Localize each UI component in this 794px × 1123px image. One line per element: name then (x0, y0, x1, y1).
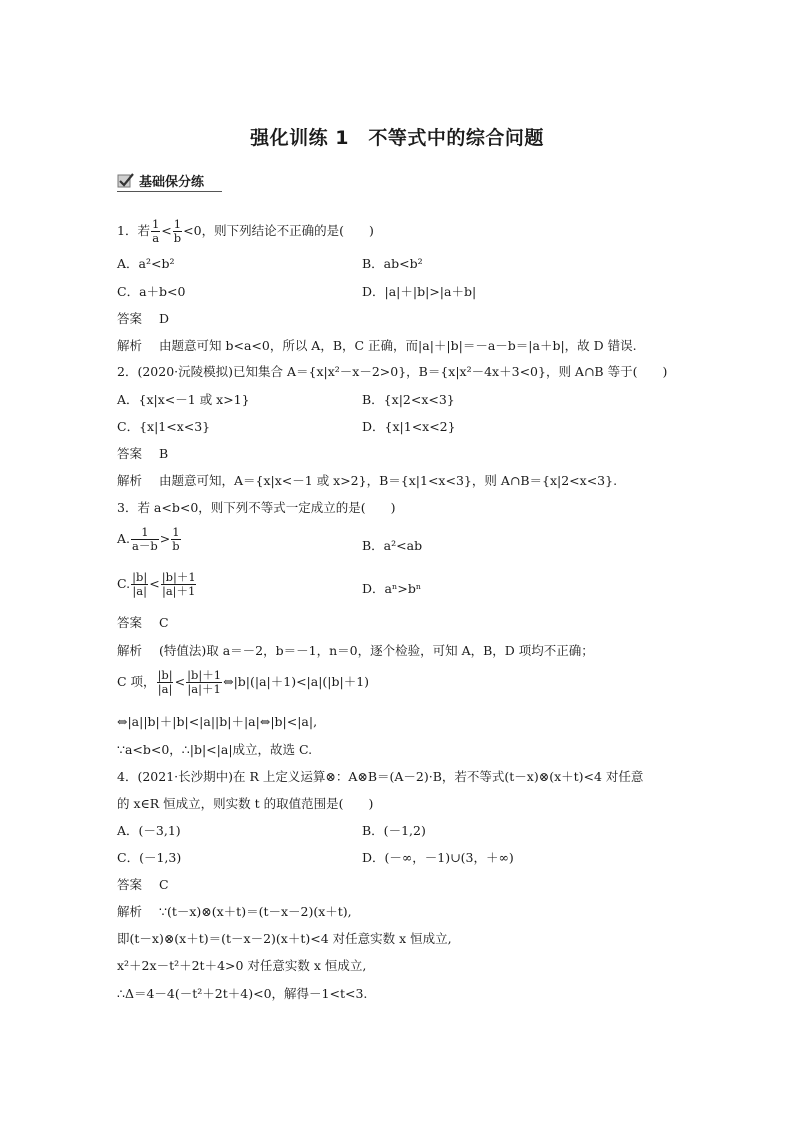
q3-answer: 答案 C (117, 615, 169, 630)
q3-analysis-fraction-2: $\frac{|b|+1}{|a|+1}$ (187, 668, 222, 696)
q3-a-fraction-1: $\frac{1}{a-b}$ (132, 525, 158, 553)
q1-stem: 1．若 $\frac{1}{a}$ < $\frac{1}{b}$ <0，则下列结论不正确的是( ) (117, 217, 374, 245)
q1-analysis: 解析 由题意可知 b<a<0，所以 A，B，C 正确，而|a|＋|b|＝－a－b＝|a＋b|，故 D 错误. (117, 338, 637, 353)
q3-option-d: D．aⁿ>bⁿ (362, 581, 422, 596)
section-underline (117, 191, 222, 192)
section-header (117, 170, 204, 190)
q3-analysis-line-3: ⇔|a||b|＋|b|<|a||b|＋|a|⇔|b|<|a|, (117, 714, 318, 729)
q4-stem-line-1: 4．(2021·长沙期中)在 R 上定义运算⊗：A⊗B＝(A－2)·B，若不等式(t－x)⊗(x＋t)<4 对任意 (117, 769, 644, 784)
q2-option-c: C．{x|1<x<3} (117, 419, 211, 434)
q2-option-b: B．{x|2<x<3} (362, 392, 455, 407)
q1-option-b: B．ab<b² (362, 256, 423, 271)
q1-fraction-1: $\frac{1}{a}$ (151, 217, 160, 245)
q1-option-d: D．|a|＋|b|>|a＋b| (362, 284, 477, 299)
q2-answer: 答案 B (117, 446, 169, 461)
q3-option-a: A. $\frac{1}{a-b}$ > $\frac{1}{b}$ (117, 525, 180, 553)
q4-option-b: B．(－1,2) (362, 823, 426, 838)
q4-option-a: A．(－3,1) (117, 823, 181, 838)
q2-analysis: 解析 由题意可知，A＝{x|x<－1 或 x>2}，B＝{x|1<x<3}，则 A∩B＝{x|2<x<3}. (117, 473, 618, 488)
q2-option-a: A．{x|x<－1 或 x>1} (117, 392, 250, 407)
q1-option-c: C．a＋b<0 (117, 284, 186, 299)
q3-c-fraction-2: $\frac{|b|+1}{|a|+1}$ (161, 570, 196, 598)
q3-analysis: 解析 (特值法)取 a＝－2，b＝－1，n＝0，逐个检验，可知 A，B，D 项均不正确； (117, 643, 594, 658)
q4-analysis-line-2: 即(t－x)⊗(x＋t)＝(t－x－2)(x＋t)<4 对任意实数 x 恒成立, (117, 931, 452, 946)
q1-option-a: A．a²<b² (117, 256, 175, 271)
page-title: 强化训练 1 不等式中的综合问题 (250, 127, 544, 149)
section-label: 基础保分练 (139, 174, 205, 190)
q4-analysis-line-4: ∴Δ＝4－4(－t²＋2t＋4)<0，解得－1<t<3. (117, 986, 368, 1001)
q4-analysis: 解析 ∵(t－x)⊗(x＋t)＝(t－x－2)(x＋t), (117, 904, 352, 919)
q3-option-c: C. $\frac{|b|}{|a|}$ < $\frac{|b|+1}{|a|+1}$ (117, 570, 196, 598)
q3-analysis-line-2: C 项， $\frac{|b|}{|a|}$ < $\frac{|b|+1}{|a|+1}$ ⇔|b|(|a|＋1)<|a|(|b|＋1) (117, 668, 370, 696)
q4-option-c: C．(－1,3) (117, 850, 182, 865)
q1-answer: 答案 D (117, 311, 170, 326)
q3-c-fraction-1: $\frac{|b|}{|a|}$ (132, 570, 148, 598)
q4-analysis-line-3: x²＋2x－t²＋2t＋4>0 对任意实数 x 恒成立, (117, 958, 367, 973)
q3-stem: 3．若 a<b<0，则下列不等式一定成立的是( ) (117, 500, 396, 515)
q2-option-d: D．{x|1<x<2} (362, 419, 456, 434)
q2-stem: 2．(2020·沅陵模拟)已知集合 A＝{x|x²－x－2>0}，B＝{x|x²－4x＋3<0}，则 A∩B 等于( ) (117, 364, 668, 379)
q3-analysis-line-4: ∵a<b<0，∴|b|<|a|成立，故选 C. (117, 742, 313, 757)
q3-analysis-fraction-1: $\frac{|b|}{|a|}$ (157, 668, 173, 696)
q4-stem-line-2: 的 x∈R 恒成立，则实数 t 的取值范围是( ) (117, 796, 374, 811)
q3-option-b: B．a²<ab (362, 538, 423, 553)
q3-a-fraction-2: $\frac{1}{b}$ (172, 525, 180, 553)
q1-fraction-2: $\frac{1}{b}$ (173, 217, 182, 245)
checkbox-check-icon (117, 172, 134, 189)
q4-answer: 答案 C (117, 877, 169, 892)
q4-option-d: D．(－∞，－1)∪(3，＋∞) (362, 850, 514, 865)
